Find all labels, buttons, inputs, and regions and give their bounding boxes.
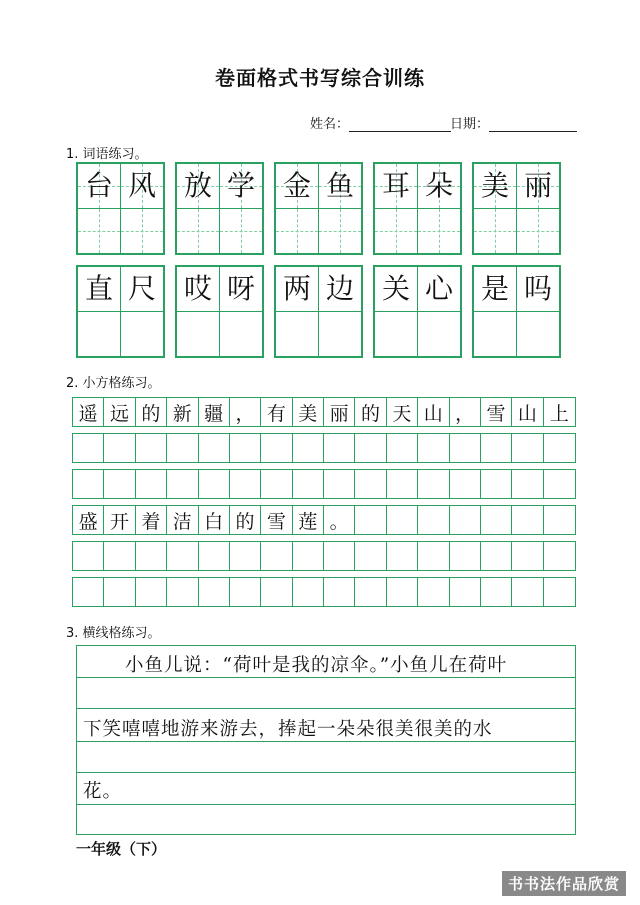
practice-square[interactable] xyxy=(199,434,230,462)
sample-square: 天 xyxy=(387,398,418,426)
practice-square[interactable] xyxy=(324,542,355,570)
section1-label: 1. 词语练习。 xyxy=(66,147,148,162)
word-box xyxy=(373,265,462,358)
word-grid xyxy=(76,162,562,368)
practice-square[interactable] xyxy=(73,470,104,498)
word-practice[interactable] xyxy=(276,209,361,253)
practice-square[interactable] xyxy=(387,470,418,498)
sample-square xyxy=(481,506,512,534)
date-label: 日期： xyxy=(450,117,490,132)
sample-char: 耳 xyxy=(381,169,410,202)
practice-square[interactable] xyxy=(167,434,198,462)
practice-square[interactable] xyxy=(293,470,324,498)
sample-square: 着 xyxy=(136,506,167,534)
char-cell xyxy=(474,164,516,208)
word-practice[interactable] xyxy=(177,209,262,253)
practice-square[interactable] xyxy=(104,470,135,498)
sample-square xyxy=(355,506,386,534)
practice-cell[interactable] xyxy=(474,209,516,253)
passage-line: 花。 xyxy=(83,781,123,802)
char-cell xyxy=(120,267,163,311)
practice-cell[interactable] xyxy=(219,312,262,356)
practice-square[interactable] xyxy=(136,542,167,570)
char-cell xyxy=(78,267,120,311)
sample-char: 金 xyxy=(282,169,311,202)
word-row xyxy=(76,265,562,358)
sample-char: 关 xyxy=(381,272,410,305)
sample-char: 风 xyxy=(127,169,156,202)
practice-cell[interactable] xyxy=(417,312,460,356)
sample-char: 两 xyxy=(282,272,311,305)
sample-square: ， xyxy=(230,398,261,426)
watermark: 书书法作品欣赏 xyxy=(502,871,626,896)
writing-rule xyxy=(77,772,575,773)
lined-writing-area xyxy=(76,645,576,835)
char-cell xyxy=(516,164,559,208)
practice-square[interactable] xyxy=(544,470,575,498)
char-cell xyxy=(375,164,417,208)
practice-square[interactable] xyxy=(387,434,418,462)
sample-char: 尺 xyxy=(127,272,156,305)
sample-square: 的 xyxy=(230,506,261,534)
practice-square[interactable] xyxy=(104,434,135,462)
char-cell xyxy=(219,164,262,208)
practice-cell[interactable] xyxy=(516,209,559,253)
sample-char: 是 xyxy=(480,272,509,305)
char-cell xyxy=(177,164,219,208)
name-blank[interactable] xyxy=(349,117,451,132)
practice-square[interactable] xyxy=(261,434,292,462)
sample-char: 心 xyxy=(424,272,453,305)
practice-cell[interactable] xyxy=(318,209,361,253)
sample-square: 开 xyxy=(104,506,135,534)
word-practice[interactable] xyxy=(375,312,460,356)
practice-square[interactable] xyxy=(418,542,449,570)
square-row xyxy=(72,541,576,571)
sample-square xyxy=(512,506,543,534)
char-cell xyxy=(219,267,262,311)
practice-square[interactable] xyxy=(199,470,230,498)
word-sample xyxy=(78,267,163,312)
practice-cell[interactable] xyxy=(516,312,559,356)
square-row xyxy=(72,469,576,499)
practice-square[interactable] xyxy=(544,578,575,606)
practice-cell[interactable] xyxy=(177,312,219,356)
practice-square[interactable] xyxy=(481,578,512,606)
practice-square[interactable] xyxy=(293,542,324,570)
sample-square: 雪 xyxy=(261,506,292,534)
practice-square[interactable] xyxy=(418,470,449,498)
practice-square[interactable] xyxy=(450,578,481,606)
practice-square[interactable] xyxy=(199,578,230,606)
char-cell xyxy=(417,164,460,208)
practice-square[interactable] xyxy=(355,470,386,498)
sample-char: 哎 xyxy=(183,272,212,305)
word-sample xyxy=(375,267,460,312)
sample-square: 莲 xyxy=(293,506,324,534)
practice-cell[interactable] xyxy=(78,209,120,253)
word-box xyxy=(175,162,264,255)
practice-square[interactable] xyxy=(230,470,261,498)
practice-square[interactable] xyxy=(544,542,575,570)
sample-square: 洁 xyxy=(167,506,198,534)
name-field xyxy=(310,113,451,132)
practice-cell[interactable] xyxy=(120,209,163,253)
practice-square[interactable] xyxy=(387,542,418,570)
practice-cell[interactable] xyxy=(78,312,120,356)
practice-square[interactable] xyxy=(481,470,512,498)
practice-square[interactable] xyxy=(136,470,167,498)
section2-label: 2. 小方格练习。 xyxy=(66,376,161,391)
char-cell xyxy=(177,267,219,311)
practice-square[interactable] xyxy=(324,434,355,462)
word-practice[interactable] xyxy=(276,312,361,356)
practice-square[interactable] xyxy=(136,578,167,606)
practice-square[interactable] xyxy=(293,578,324,606)
sample-square xyxy=(387,506,418,534)
word-box xyxy=(274,162,363,255)
sample-square: 山 xyxy=(418,398,449,426)
practice-square[interactable] xyxy=(355,542,386,570)
practice-square[interactable] xyxy=(261,542,292,570)
sample-square: 美 xyxy=(293,398,324,426)
practice-cell[interactable] xyxy=(318,312,361,356)
word-practice[interactable] xyxy=(78,312,163,356)
sample-square xyxy=(450,506,481,534)
practice-square[interactable] xyxy=(512,578,543,606)
word-sample xyxy=(276,164,361,209)
word-box xyxy=(76,265,165,358)
word-sample xyxy=(474,267,559,312)
word-sample xyxy=(177,267,262,312)
sample-square: 白 xyxy=(199,506,230,534)
practice-square[interactable] xyxy=(418,434,449,462)
char-cell xyxy=(120,164,163,208)
sample-square: 有 xyxy=(261,398,292,426)
practice-square[interactable] xyxy=(73,542,104,570)
practice-cell[interactable] xyxy=(276,209,318,253)
practice-cell[interactable] xyxy=(375,209,417,253)
passage-line: 小鱼儿说：“荷叶是我的凉伞。”小鱼儿在荷叶 xyxy=(125,655,508,676)
sample-square xyxy=(418,506,449,534)
sample-square: 丽 xyxy=(324,398,355,426)
writing-rule xyxy=(77,708,575,709)
word-box xyxy=(274,265,363,358)
practice-cell[interactable] xyxy=(474,312,516,356)
word-box xyxy=(175,265,264,358)
sample-char: 放 xyxy=(183,169,212,202)
practice-square[interactable] xyxy=(324,470,355,498)
date-blank[interactable] xyxy=(489,117,577,132)
practice-square[interactable] xyxy=(261,578,292,606)
practice-cell[interactable] xyxy=(177,209,219,253)
char-cell xyxy=(318,164,361,208)
practice-square[interactable] xyxy=(512,542,543,570)
practice-square[interactable] xyxy=(324,578,355,606)
square-row xyxy=(72,577,576,607)
sample-square: ， xyxy=(450,398,481,426)
char-cell xyxy=(318,267,361,311)
practice-cell[interactable] xyxy=(219,209,262,253)
practice-square[interactable] xyxy=(230,578,261,606)
practice-square[interactable] xyxy=(450,542,481,570)
practice-square[interactable] xyxy=(136,434,167,462)
sample-square: 的 xyxy=(355,398,386,426)
word-practice[interactable] xyxy=(177,312,262,356)
sample-char: 朵 xyxy=(424,169,453,202)
char-cell xyxy=(375,267,417,311)
practice-square[interactable] xyxy=(230,434,261,462)
writing-rule xyxy=(77,677,575,678)
char-cell xyxy=(276,164,318,208)
practice-square[interactable] xyxy=(512,470,543,498)
sample-char: 美 xyxy=(480,169,509,202)
practice-square[interactable] xyxy=(418,578,449,606)
sample-char: 丽 xyxy=(523,169,552,202)
sample-char: 学 xyxy=(226,169,255,202)
practice-square[interactable] xyxy=(293,434,324,462)
practice-cell[interactable] xyxy=(276,312,318,356)
word-box xyxy=(76,162,165,255)
passage-line: 下笑嘻嘻地游来游去，捧起一朵朵很美很美的水 xyxy=(83,719,493,740)
sample-char: 呀 xyxy=(226,272,255,305)
practice-square[interactable] xyxy=(104,578,135,606)
word-row xyxy=(76,162,562,255)
sample-char: 吗 xyxy=(523,272,552,305)
sample-square: 远 xyxy=(104,398,135,426)
practice-square[interactable] xyxy=(167,578,198,606)
practice-square[interactable] xyxy=(481,434,512,462)
sample-square: 盛 xyxy=(73,506,104,534)
word-box xyxy=(472,265,561,358)
word-practice[interactable] xyxy=(78,209,163,253)
section3-label: 3. 横线格练习。 xyxy=(66,626,161,641)
sample-square: 山 xyxy=(512,398,543,426)
sample-square: 新 xyxy=(167,398,198,426)
word-sample xyxy=(276,267,361,312)
word-practice[interactable] xyxy=(375,209,460,253)
practice-cell[interactable] xyxy=(120,312,163,356)
word-sample xyxy=(177,164,262,209)
page-title: 卷面格式书写综合训练 xyxy=(215,66,425,90)
char-cell xyxy=(78,164,120,208)
practice-square[interactable] xyxy=(230,542,261,570)
word-sample xyxy=(375,164,460,209)
practice-square[interactable] xyxy=(544,434,575,462)
practice-square[interactable] xyxy=(450,470,481,498)
char-cell xyxy=(516,267,559,311)
practice-square[interactable] xyxy=(512,434,543,462)
grade-label: 一年级（下） xyxy=(76,840,167,858)
sample-square: 遥 xyxy=(73,398,104,426)
word-sample xyxy=(474,164,559,209)
practice-cell[interactable] xyxy=(375,312,417,356)
sample-square: 疆 xyxy=(199,398,230,426)
sample-char: 边 xyxy=(325,272,354,305)
sample-char: 台 xyxy=(84,169,113,202)
writing-rule xyxy=(77,741,575,742)
char-cell xyxy=(417,267,460,311)
sample-square xyxy=(544,506,575,534)
date-field xyxy=(450,113,577,132)
square-grid xyxy=(72,397,576,613)
word-box xyxy=(373,162,462,255)
practice-square[interactable] xyxy=(167,542,198,570)
sample-char: 直 xyxy=(84,272,113,305)
writing-rule xyxy=(77,804,575,805)
square-row xyxy=(72,433,576,463)
char-cell xyxy=(474,267,516,311)
sample-square: 的 xyxy=(136,398,167,426)
square-row xyxy=(72,505,576,535)
practice-cell[interactable] xyxy=(417,209,460,253)
practice-square[interactable] xyxy=(73,578,104,606)
practice-square[interactable] xyxy=(104,542,135,570)
word-practice[interactable] xyxy=(474,312,559,356)
square-row xyxy=(72,397,576,427)
word-practice[interactable] xyxy=(474,209,559,253)
practice-square[interactable] xyxy=(167,470,198,498)
sample-square: 上 xyxy=(549,402,569,425)
name-label: 姓名： xyxy=(310,117,350,132)
practice-square[interactable] xyxy=(450,434,481,462)
practice-square[interactable] xyxy=(355,578,386,606)
practice-square[interactable] xyxy=(481,542,512,570)
sample-square: 雪 xyxy=(481,398,512,426)
char-cell xyxy=(276,267,318,311)
practice-square[interactable] xyxy=(73,434,104,462)
practice-square[interactable] xyxy=(199,542,230,570)
practice-square[interactable] xyxy=(261,470,292,498)
sample-char: 鱼 xyxy=(325,169,354,202)
word-sample xyxy=(78,164,163,209)
sample-square: 。 xyxy=(324,506,355,534)
practice-square[interactable] xyxy=(387,578,418,606)
word-box xyxy=(472,162,561,255)
practice-square[interactable] xyxy=(355,434,386,462)
